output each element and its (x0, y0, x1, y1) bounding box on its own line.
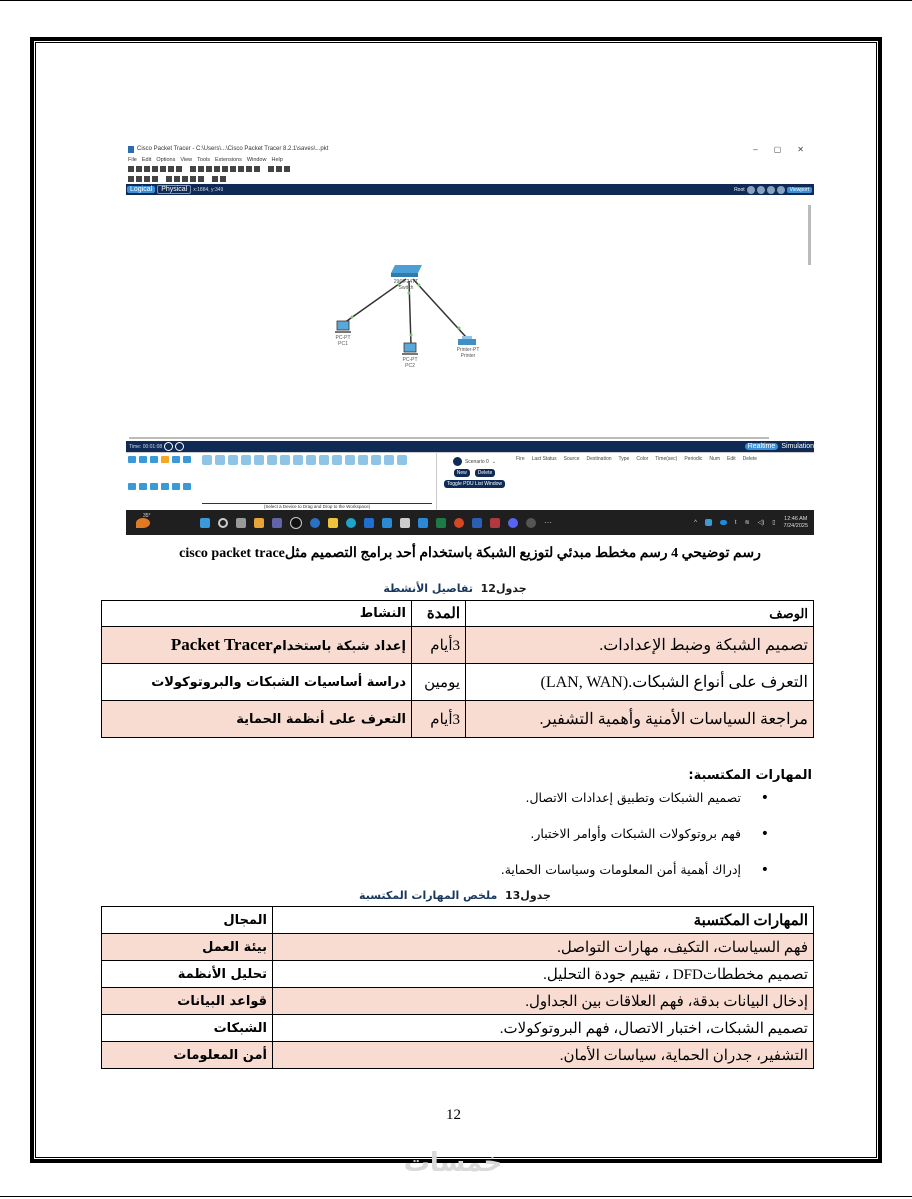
activity-wizard-icon[interactable] (276, 166, 282, 172)
header-duration: المدة (412, 601, 466, 627)
device-model-icon[interactable] (358, 455, 368, 465)
zoom-in-icon[interactable] (222, 166, 228, 172)
pdu-col-delete: Delete (742, 456, 758, 462)
cell-duration: 3أيام (412, 701, 466, 738)
pdu-col-edit: Edit (726, 456, 736, 462)
pt-time-bar (126, 441, 814, 452)
pc2-icon[interactable] (402, 343, 418, 355)
table-row (102, 1015, 814, 1042)
multiuser-icon[interactable] (183, 456, 191, 463)
device-hint: (Select a Device to Drag and Drop to the Workspace) (202, 503, 432, 509)
activity-text: إعداد شبكة باستخدام (272, 639, 406, 654)
pdu-col-type: Type (618, 456, 630, 462)
realtime-mode-button[interactable]: Realtime (745, 443, 779, 450)
cell-skills: فهم السياسات، التكيف، مهارات التواصل. (273, 934, 814, 961)
battery-icon[interactable]: ▯ (772, 520, 776, 526)
pt-tools-toolbar (126, 174, 814, 184)
wizard-icon[interactable] (160, 166, 166, 172)
header-field: المجال (102, 907, 273, 934)
list-item (501, 852, 769, 888)
menu-file[interactable]: File (128, 156, 137, 163)
activities-table (101, 600, 814, 738)
teams-icon[interactable] (272, 518, 282, 528)
bullet-icon: • (760, 862, 769, 878)
device-model-icon[interactable] (293, 455, 303, 465)
activity-latin: Packet Tracer (170, 635, 273, 654)
cell-field: قواعد البيانات (102, 988, 273, 1015)
access-icon[interactable] (490, 518, 500, 528)
discord-icon[interactable] (508, 518, 518, 528)
pdu-list-header (512, 453, 814, 511)
switches-icon[interactable] (139, 483, 147, 490)
freeform-icon[interactable] (198, 176, 204, 182)
cell-skills: تصميم الشبكات، اختبار الاتصال، فهم البروتوكولات. (273, 1015, 814, 1042)
wan-emulation-icon[interactable] (183, 483, 191, 490)
pc1-label: PC-PT PC1 (335, 335, 351, 347)
printer-label: Printer-PT Printer (456, 347, 480, 359)
table13-caption (300, 889, 610, 902)
cell-skills: تصميم مخططاتDFD ، تقييم جودة التحليل. (273, 961, 814, 988)
ime-icon[interactable]: t (734, 519, 737, 526)
user-icon[interactable] (176, 166, 182, 172)
device-model-icon[interactable] (280, 455, 290, 465)
outlook-icon[interactable] (364, 518, 374, 528)
table12-caption (300, 582, 610, 595)
line-icon[interactable] (174, 176, 180, 182)
start-icon[interactable] (200, 518, 210, 528)
cell-field: الشبكات (102, 1015, 273, 1042)
resize-icon[interactable] (152, 176, 158, 182)
skills-heading: المهارات المكتسبة: (688, 768, 812, 783)
complex-pdu-icon[interactable] (220, 176, 226, 182)
pdu-icon[interactable] (284, 166, 290, 172)
save-icon[interactable] (144, 166, 150, 172)
routers-icon[interactable] (128, 483, 136, 490)
task-view-icon[interactable] (236, 518, 246, 528)
toggle-pdu-list-button[interactable]: Toggle PDU List Window (444, 480, 505, 488)
skills-summary-table (101, 906, 814, 1069)
skill-text: إدراك أهمية أمن المعلومات وسياسات الحماية. (500, 862, 741, 877)
packet-tracer-taskbar-icon[interactable] (526, 518, 536, 528)
printer-icon[interactable] (458, 336, 476, 345)
tab-logical[interactable]: Logical (127, 186, 155, 193)
cell-description: التعرف على أنواع الشبكات.(LAN, WAN) (466, 664, 814, 701)
copilot-icon[interactable] (254, 518, 264, 528)
device-model-icon[interactable] (228, 455, 238, 465)
skill-text: فهم بروتوكولات الشبكات وأوامر الاختبار. (530, 826, 741, 841)
wifi-icon[interactable]: ≋ (744, 520, 750, 526)
table13-caption-title: ملخص المهارات المكتسبة (359, 889, 498, 902)
edge-icon[interactable] (346, 518, 356, 528)
chevron-down-icon[interactable]: ⌄ (491, 458, 497, 465)
onedrive-icon[interactable] (720, 520, 727, 525)
powerpoint-icon[interactable] (454, 518, 464, 528)
device-palette (126, 453, 436, 511)
misc-icon[interactable] (172, 456, 180, 463)
weather-temp: 35° (143, 513, 151, 519)
system-tray (694, 516, 814, 530)
minimize-button[interactable]: – (753, 144, 758, 154)
clock[interactable] (784, 516, 808, 530)
pdu-col-num: Num (709, 456, 720, 462)
table-row (102, 664, 814, 701)
cell-activity: دراسة أساسيات الشبكات والبروتوكولات (102, 664, 412, 701)
table-row (102, 701, 814, 738)
skill-text: تصميم الشبكات وتطبيق إعدادات الاتصال. (525, 790, 741, 805)
move-object-icon[interactable] (767, 186, 775, 194)
menu-help[interactable]: Help (271, 156, 283, 163)
windows-taskbar (126, 510, 814, 535)
back-icon[interactable] (747, 186, 755, 194)
device-model-icon[interactable] (241, 455, 251, 465)
menu-window[interactable]: Window (246, 156, 267, 163)
zoom-reset-icon[interactable] (230, 166, 236, 172)
cell-description: تصميم الشبكة وضبط الإعدادات. (466, 627, 814, 664)
wireless-icon[interactable] (161, 483, 169, 490)
copy-icon[interactable] (190, 166, 196, 172)
table-row (102, 1042, 814, 1069)
table13-caption-label: جدول13 (504, 889, 551, 902)
list-item (501, 816, 769, 852)
rectangle-icon[interactable] (182, 176, 188, 182)
workspace-hscroll-area (126, 435, 814, 441)
custom-device-icon[interactable] (254, 166, 260, 172)
new-scenario-button[interactable]: New (454, 469, 470, 477)
root-label: Root (734, 186, 745, 193)
table12-caption-title: تفاصيل الأنشطة (383, 582, 473, 595)
device-model-icon[interactable] (267, 455, 277, 465)
cell-field: أمن المعلومات (102, 1042, 273, 1069)
weather-icon[interactable] (136, 518, 150, 528)
volume-icon[interactable]: ◁) (757, 520, 765, 526)
watermark-logo: خمسات (403, 1148, 503, 1178)
window-controls (753, 145, 814, 154)
skills-list (501, 780, 769, 888)
device-model-icon[interactable] (332, 455, 342, 465)
menu-view[interactable]: View (180, 156, 193, 163)
bullet-icon: • (760, 790, 769, 806)
redo-icon[interactable] (214, 166, 220, 172)
print-icon[interactable] (152, 166, 158, 172)
device-model-icon[interactable] (371, 455, 381, 465)
delete-icon[interactable] (144, 176, 150, 182)
pc1-icon[interactable] (335, 321, 351, 333)
table-header-row (102, 601, 814, 627)
caption-arabic: رسم توضيحي 4 رسم مخطط مبدئي لتوزيع الشبكة باستخدام أحد برامج التصميم مثل (284, 546, 761, 561)
device-model-icon[interactable] (254, 455, 264, 465)
packet-tracer-app-icon (128, 146, 134, 153)
cell-activity: التعرف على أنظمة الحماية (102, 701, 412, 738)
search-icon[interactable] (218, 518, 228, 528)
delete-scenario-button[interactable]: Delete (475, 469, 495, 477)
device-model-icon[interactable] (345, 455, 355, 465)
info-icon[interactable] (453, 457, 462, 466)
app-icon[interactable] (418, 518, 428, 528)
more-apps-icon[interactable]: ··· (544, 518, 552, 527)
pt-title-bar (126, 143, 814, 155)
table-row (102, 988, 814, 1015)
device-model-icon[interactable] (215, 455, 225, 465)
undo-icon[interactable] (206, 166, 212, 172)
device-model-icon[interactable] (306, 455, 316, 465)
tray-app-icon[interactable] (705, 519, 712, 526)
menu-extensions[interactable]: Extensions (215, 156, 242, 163)
network-info-icon[interactable] (168, 166, 174, 172)
device-models (202, 455, 407, 465)
power-cycle-icon[interactable] (164, 442, 173, 451)
top-rule (0, 0, 912, 1)
device-subcategory-row (126, 480, 436, 493)
logical-workspace[interactable] (126, 195, 814, 435)
pdu-col-destination: Destination (586, 456, 612, 462)
switch-label: 2960-24TT Switch (393, 279, 419, 291)
menu-options[interactable]: Options (156, 156, 176, 163)
cursor-coords: x:1884, y:349 (193, 186, 224, 193)
cell-duration: يومين (412, 664, 466, 701)
cell-duration: 3أيام (412, 627, 466, 664)
excel-icon[interactable] (436, 518, 446, 528)
pt-workspace-tabs (126, 184, 814, 195)
chevron-up-icon[interactable]: ^ (694, 519, 697, 526)
device-model-icon[interactable] (384, 455, 394, 465)
table-header-row (102, 907, 814, 934)
clock-date: 7/24/2025 (783, 522, 808, 529)
pt-main-toolbar (126, 164, 814, 174)
bullet-icon: • (760, 826, 769, 842)
file-explorer-icon[interactable] (328, 518, 338, 528)
word-icon[interactable] (472, 518, 482, 528)
scenario-panel (436, 453, 512, 511)
cell-field: بيئة العمل (102, 934, 273, 961)
note-icon[interactable] (166, 176, 172, 182)
table12-caption-label: جدول12 (480, 582, 527, 595)
components-icon[interactable] (150, 456, 158, 463)
menu-tools[interactable]: Tools (197, 156, 210, 163)
drawing-palette-icon[interactable] (246, 166, 252, 172)
new-cluster-icon[interactable] (757, 186, 765, 194)
cell-activity (102, 627, 412, 664)
pdu-col-fire: Fire (516, 456, 525, 462)
page-number: 12 (446, 1107, 461, 1123)
table-row (102, 627, 814, 664)
header-description: الوصف (466, 601, 814, 627)
paste-icon[interactable] (198, 166, 204, 172)
viewport-button[interactable]: Viewport (787, 187, 812, 193)
device-dialog-icon[interactable] (268, 166, 274, 172)
set-background-icon[interactable] (777, 186, 785, 194)
pdu-col-source: Source (563, 456, 580, 462)
mail-icon[interactable] (400, 518, 410, 528)
packet-tracer-screenshot (126, 143, 814, 535)
end-devices-icon[interactable] (139, 456, 147, 463)
device-model-icon[interactable] (202, 455, 212, 465)
zoom-out-icon[interactable] (238, 166, 244, 172)
table-row (102, 961, 814, 988)
bottom-rule (0, 1196, 912, 1197)
network-devices-icon[interactable] (128, 456, 136, 463)
cell-description: مراجعة السياسات الأمنية وأهمية التشفير. (466, 701, 814, 738)
switch-icon[interactable] (391, 265, 422, 277)
table-row (102, 934, 814, 961)
scenario-select[interactable]: Scenario 0 (464, 458, 489, 465)
device-model-icon[interactable] (397, 455, 407, 465)
close-button[interactable]: ✕ (797, 144, 804, 154)
cell-skills: إدخال البيانات بدقة، فهم العلاقات بين الجداول. (273, 988, 814, 1015)
simple-pdu-icon[interactable] (212, 176, 218, 182)
clock-time: 12:46 AM (784, 515, 808, 522)
pt-bottom-panel (126, 452, 814, 511)
simulation-mode-button[interactable]: Simulation (781, 443, 814, 450)
time-readout: Time: 00:01:08 (129, 443, 163, 450)
inspect-icon[interactable] (136, 176, 142, 182)
network-topology (126, 195, 814, 435)
pt-window-title: Cisco Packet Tracer - C:\Users\...\Cisco Packet Tracer 8.2.1\saves\...pkt (137, 146, 329, 152)
cell-skills: التشفير، جدران الحماية، سياسات الأمان. (273, 1042, 814, 1069)
security-icon[interactable] (172, 483, 180, 490)
pdu-col-color: Color (636, 456, 649, 462)
new-icon[interactable] (128, 166, 134, 172)
connections-icon[interactable] (161, 456, 169, 463)
list-item (501, 780, 769, 816)
select-icon[interactable] (128, 176, 134, 182)
horizontal-scrollbar[interactable] (129, 437, 769, 439)
device-model-icon[interactable] (319, 455, 329, 465)
app-icon[interactable] (310, 518, 320, 528)
header-skills: المهارات المكتسبة (273, 907, 814, 934)
hubs-icon[interactable] (150, 483, 158, 490)
cell-field: تحليل الأنظمة (102, 961, 273, 988)
tiktok-icon[interactable] (290, 517, 302, 529)
store-icon[interactable] (382, 518, 392, 528)
menu-edit[interactable]: Edit (141, 156, 152, 163)
caption-latin: cisco packet trace (179, 546, 285, 561)
pdu-col-last-status: Last Status (531, 456, 557, 462)
fast-forward-icon[interactable] (175, 442, 184, 451)
pdu-col-periodic: Periodic (684, 456, 703, 462)
pdu-col-time: Time(sec) (655, 456, 678, 462)
tab-physical[interactable]: Physical (157, 185, 191, 194)
ellipse-icon[interactable] (190, 176, 196, 182)
open-icon[interactable] (136, 166, 142, 172)
header-activity: النشاط (102, 601, 412, 627)
figure-caption (140, 545, 800, 562)
pc2-label: PC-PT PC2 (402, 357, 418, 369)
pt-menu-bar (126, 155, 814, 164)
maximize-button[interactable]: ▢ (773, 144, 782, 154)
